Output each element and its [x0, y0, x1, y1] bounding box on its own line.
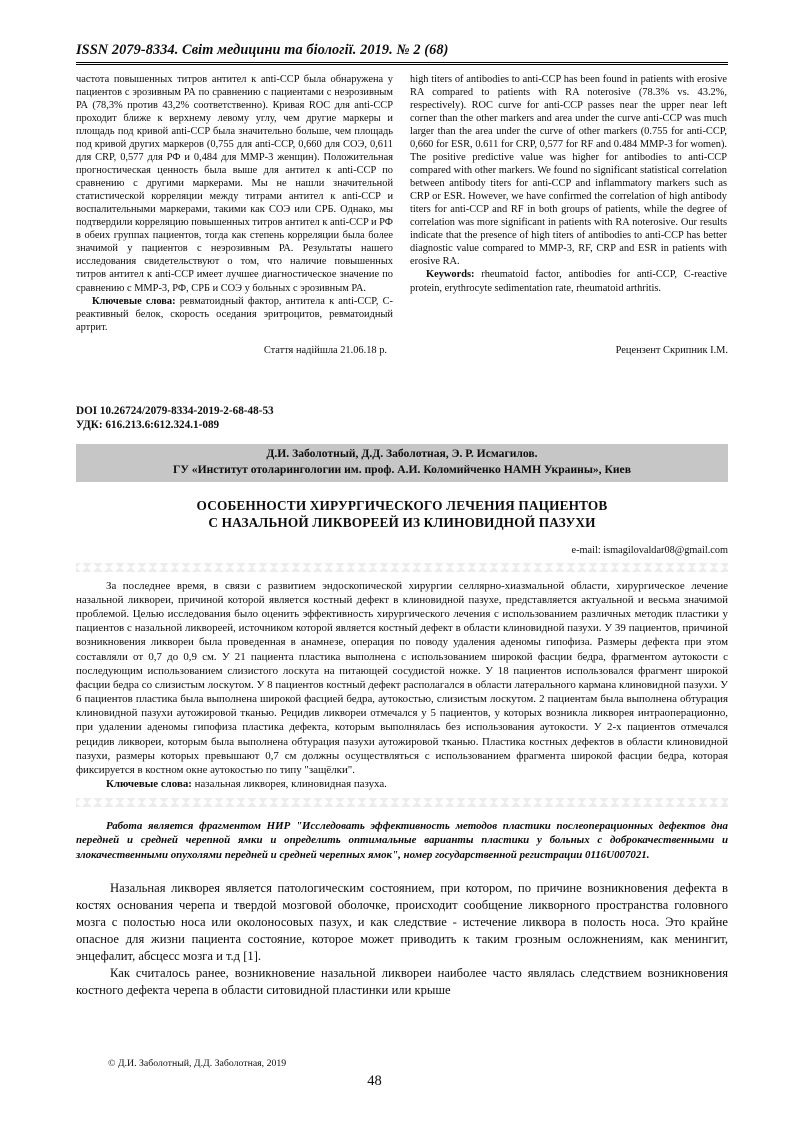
- abstract-column-english: [410, 73, 727, 295]
- abstract-column-russian: [76, 73, 393, 334]
- keywords-label-en: Keywords:: [426, 269, 475, 281]
- header-rule-thin: [76, 64, 728, 65]
- author-banner: [76, 444, 728, 482]
- body-paragraph-2: Как считалось ранее, возникновение назальной ликвореи наиболее часто являлась следствием возникновения костного дефекта черепа в области ситовидной пластинки или крыше: [76, 966, 728, 998]
- keywords-label-ru: Ключевые слова:: [92, 295, 176, 307]
- zigzag-divider-bottom: [76, 798, 728, 807]
- abstract-byline-row: [76, 345, 728, 356]
- keywords-label-main: Ключевые слова:: [106, 778, 192, 791]
- contact-email: e-mail: ismagilovaldar08@gmail.com: [571, 544, 728, 556]
- article-title: [76, 497, 728, 531]
- received-date: Стаття надійшла 21.06.18 р.: [263, 344, 387, 356]
- page-number: 48: [367, 1073, 382, 1089]
- udk-line: УДК: 616.213.6:612.324.1-089: [76, 419, 220, 432]
- research-funding-note: Работа является фрагментом НИР "Исследовать эффективность методов пластики послеоперационных дефектов дна передней и средней черепной ямки и определить оптимальные варианты пластики у больных с доброкачественными и злокачественными опухолями передней и средней черепных ямок", номер государственной регистрации 0116U007021.: [76, 820, 728, 861]
- article-title-line-1: ОСОБЕННОСТИ ХИРУРГИЧЕСКОГО ЛЕЧЕНИЯ ПАЦИЕНТОВ: [196, 497, 608, 513]
- main-abstract-paragraph: За последнее время, в связи с развитием эндоскопической хирургии селлярно-хиазмальной области, хирургическое лечение назальной ликвореи, причиной которой является костный дефект в клиновидной пазухе, представляется актуальной и весьма значимой проблемой. Целью исследования было оценить эффективность хирургического лечения с использованием различных методик пластики у пациентов с назальной ликвореей, источником которой является костный дефект в области клиновидной пазухи. У 39 пациентов, причиной возникновения ликвореи была проведенная в анамнезе, операция по поводу удаления аденомы гипофиза. Размеры дефекта при этом составляли от 0,7 до 0,9 см. У 21 пациента пластика выполнена с использованием широкой фасции бедра, фрагментом аутокости с последующим использованием слизистого лоскута на питающей сосудистой ножке. У 18 пациентов использовался фрагмент широкой фасции бедра со слизистым лоскутом. У 8 пациентов костный дефект располагался в области латерального кармана клиновидной пазухи. У 6 пациентов пластика была выполнена широкой фасцией бедра, аутокостью, слизистым лоскутом. 2 пациентам была выполнена обтурация клиновидной пазухи аутожировой тканью. Рецидив ликвореи отмечался у 5 пациентов, у которых возникла ликворея интраоперационно, при удалении аденомы гипофиза пластика дефекта, которым выполнялась без использования аутокости. У 2-х пациентов отмечался рецидив ликвореи, которым была выполнена обтурация пазухи аутожировой тканью. Пластика костных дефектов в области клиновидной пазухи, размеры которых превышают 0,7 см должны осуществляться с использованием фрагмента широкой фасции бедра, которая фиксируется в костном окне аутокостью по типу "защёлки".: [76, 579, 728, 776]
- author-names: Д.И. Заболотный, Д.Д. Заболотная, Э. Р. Исмагилов.: [266, 446, 538, 460]
- doi-block: [76, 404, 728, 433]
- doi-line: DOI 10.26724/2079-8334-2019-2-68-48-53: [76, 404, 274, 417]
- abstract-en-keywords: [410, 268, 727, 294]
- abstract-en-text: high titers of antibodies to anti-CCP has been found in patients with erosive RA compared to patients with RA noterosive (78.3% vs. 43.2%, respectively). ROC curve for anti-CCP passes near the upper near left corner than the other markers and area under the curve anti-CCP was much larger than the area under the curve of other markers (0.755 for anti-CCP, 0,660 for ESR, 0.611 for CRP, 0,577 for RF and 0.484 MMP-3 for women). The positive predictive value was higher for antibodies to anti-CCP compared with other markers. We found no significant statistical correlation between antibody titers for anti-CCP and inflammatory markers such as CRP or ESR. However, we have confirmed the correlation of high antibody titers for anti-CCP and RF in both groups of patients, while the degree of correlation was more significant in patients with RA noterosive. Our results indicate that the presence of high titers of antibodies to anti-CCP has better diagnostic value compared to MMP-3, RF, CRP and ESR in patients with erosive RA.: [410, 74, 727, 268]
- page-footer: [76, 1058, 728, 1090]
- author-affiliation: ГУ «Институт отоларингологии им. проф. А.И. Коломийченко НАМН Украины», Киев: [173, 463, 631, 477]
- article-title-line-2: С НАЗАЛЬНОЙ ЛИКВОРЕЕЙ ИЗ КЛИНОВИДНОЙ ПАЗУХИ: [208, 514, 596, 530]
- main-abstract: [76, 579, 728, 792]
- page-content: [76, 0, 728, 1000]
- abstract-columns: [76, 73, 728, 334]
- article-body: [76, 880, 728, 1000]
- body-paragraph-1: Назальная ликворея является патологическим состоянием, при котором, по причине возникновения дефекта в костях основания черепа и твердой мозговой оболочке, происходит сообщение ликворного пространства головного мозга с полостью носа или околоносовых пазух, и как следствие - истечение ликвора в полость носа. Это крайне опасное для жизни пациента состояние, которое может приводить к таким грозным осложнениям, как менингит, энцефалит, абсцесс мозга и т.д [1].: [76, 880, 728, 963]
- keywords-text-ru: ревматоидный фактор, антитела к anti-CCP, С-реактивный белок, скорость оседания эритроцитов, ревматоидный артрит.: [76, 295, 393, 333]
- keywords-text-main: назальная ликворея, клиновидная пазуха.: [191, 778, 387, 791]
- reviewer-name: Рецензент Скрипник І.М.: [615, 344, 728, 356]
- header-rule-thick: [76, 62, 728, 63]
- running-head: ISSN 2079-8334. Світ медицини та біології. 2019. № 2 (68): [76, 42, 449, 58]
- copyright-line: © Д.И. Заболотный, Д.Д. Заболотная, 2019: [108, 1058, 287, 1069]
- zigzag-divider-top: [76, 563, 728, 572]
- keywords-text-en: rheumatoid factor, antibodies for anti-CCP, C-reactive protein, erythrocyte sedimentation rate, rheumatoid arthritis.: [410, 269, 727, 294]
- main-abstract-keywords: [76, 777, 728, 791]
- abstract-ru-text: частота повышенных титров антител к anti-CCP была обнаружена у пациентов с эрозивным РА по сравнению с пациентами с неэрозивным РА (78,3% против 43,2% соответственно). Кривая ROC для anti-CCP проходит ближе к верхнему левому углу, чем другие маркеры и площадь под кривой anti-CCP была значительно больше, чем площадь под кривой других маркеров (0,755 для anti-CCP, 0,660 для СОЭ, 0,611 для CRP, 0,577 для РФ и 0,484 для MMP-3 женщин). Положительная прогностическая ценность была выше для антител к anti-CCP по сравнению с другими маркерами. Мы не нашли значительной статистической корреляции между титрами антител к anti-CCP и воспалительными маркерами, такими как СОЭ или СРБ. Однако, мы подтвердили корреляцию повышенных титров антител к anti-CCP и РФ в обеих группах пациентов, тогда как степень корреляции была более значимой у пациентов с неэрозивным РА. Результаты нашего исследования свидетельствуют о том, что наличие повышенных титров антител к anti-CCP имеет лучшее диагностическое значение по сравнению с MMP-3, РФ, СРБ и СОЭ у больных с эрозивным РА.: [76, 74, 393, 294]
- abstract-ru-keywords: [76, 295, 393, 334]
